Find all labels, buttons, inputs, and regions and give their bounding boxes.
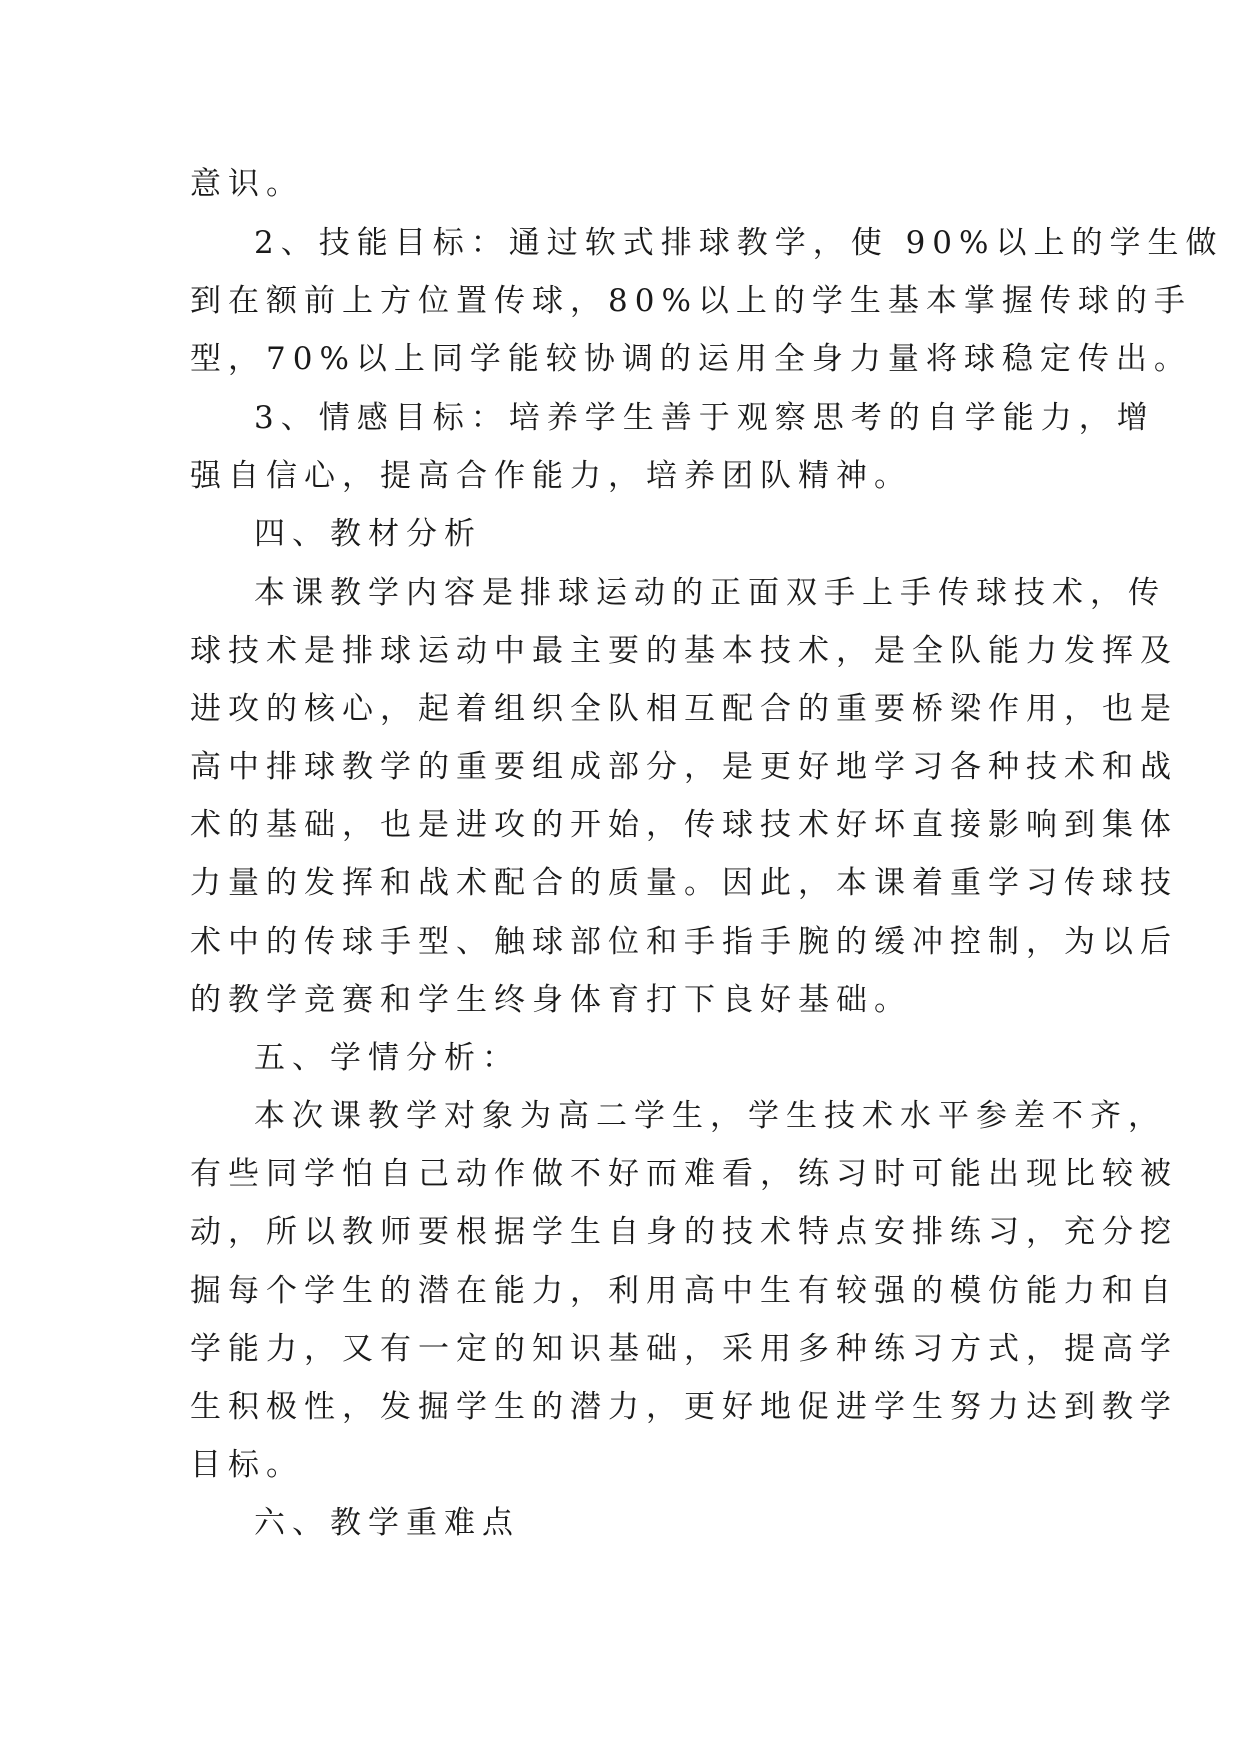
text-line-13: 力量的发挥和战术配合的质量。因此，本课着重学习传球技 bbox=[190, 865, 1178, 901]
section-heading-5: 五、学情分析： bbox=[254, 1040, 520, 1076]
text-line-4: 型，70%以上同学能较协调的运用全身力量将球稳定传出。 bbox=[190, 341, 1192, 377]
text-line-22: 生积极性，发掘学生的潜力，更好地促进学生努力达到教学 bbox=[190, 1389, 1178, 1425]
text-line-21: 学能力，又有一定的知识基础，采用多种练习方式，提高学 bbox=[190, 1331, 1178, 1367]
text-line-5: 3、情感目标：培养学生善于观察思考的自学能力，增 bbox=[254, 400, 1155, 436]
section-heading-4: 四、教材分析 bbox=[254, 516, 482, 552]
text-line-14: 术中的传球手型、触球部位和手指手腕的缓冲控制，为以后 bbox=[190, 924, 1178, 960]
text-line-9: 球技术是排球运动中最主要的基本技术，是全队能力发挥及 bbox=[190, 633, 1178, 669]
text-line-15: 的教学竞赛和学生终身体育打下良好基础。 bbox=[190, 982, 912, 1018]
text-line-20: 掘每个学生的潜在能力，利用高中生有较强的模仿能力和自 bbox=[190, 1273, 1178, 1309]
text-line-8: 本课教学内容是排球运动的正面双手上手传球技术，传 bbox=[254, 575, 1166, 611]
section-heading-6: 六、教学重难点 bbox=[254, 1505, 520, 1541]
text-line-2: 2、技能目标：通过软式排球教学，使 90%以上的学生做 bbox=[254, 225, 1224, 261]
text-line-3: 到在额前上方位置传球，80%以上的学生基本掌握传球的手 bbox=[190, 283, 1192, 319]
text-line-10: 进攻的核心，起着组织全队相互配合的重要桥梁作用，也是 bbox=[190, 691, 1178, 727]
text-line-11: 高中排球教学的重要组成部分，是更好地学习各种技术和战 bbox=[190, 749, 1178, 785]
text-line-17: 本次课教学对象为高二学生，学生技术水平参差不齐， bbox=[254, 1098, 1166, 1134]
text-line-18: 有些同学怕自己动作做不好而难看，练习时可能出现比较被 bbox=[190, 1156, 1178, 1192]
text-line-1: 意识。 bbox=[190, 166, 304, 202]
text-line-19: 动，所以教师要根据学生自身的技术特点安排练习，充分挖 bbox=[190, 1214, 1178, 1250]
text-line-23: 目标。 bbox=[190, 1447, 304, 1483]
text-line-6: 强自信心，提高合作能力，培养团队精神。 bbox=[190, 458, 912, 494]
text-line-12: 术的基础，也是进攻的开始，传球技术好坏直接影响到集体 bbox=[190, 807, 1178, 843]
